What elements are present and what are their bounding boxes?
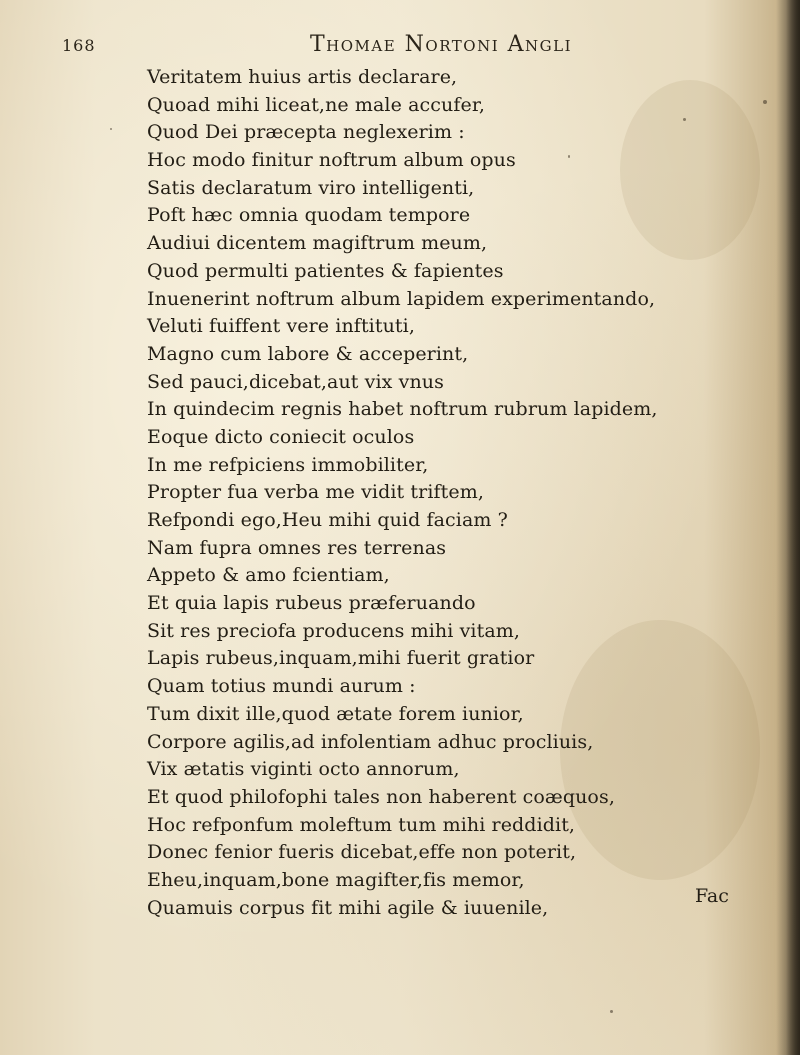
verse-line: Poft hæc omnia quodam tempore	[147, 204, 471, 227]
verse-line: Et quia lapis rubeus præferuando	[147, 592, 476, 615]
verse-line: Eheu,inquam,bone magifter,fis memor,	[147, 868, 525, 891]
verse-line: Veritatem huius artis declarare,	[147, 66, 458, 88]
verse-line: Corpore agilis,ad infolentiam adhuc procliuis,	[147, 730, 594, 753]
ink-speck	[110, 128, 112, 130]
verse-line: Eoque dicto coniecit oculos	[147, 425, 415, 448]
ink-speck	[763, 100, 767, 104]
verse-line: Inuenerint noftrum album lapidem experimentando,	[147, 287, 656, 310]
verse-line: Tum dixit ille,quod ætate forem iunior,	[147, 702, 524, 725]
verse-line: Appeto & amo fcientiam,	[147, 564, 390, 587]
verse-line: In me refpiciens immobiliter,	[147, 453, 429, 476]
verse-text-block	[147, 64, 707, 922]
ink-speck	[610, 1010, 613, 1013]
verse-line: Quoad mihi liceat,ne male accufer,	[147, 93, 486, 116]
verse-line: Donec fenior fueris dicebat,effe non poterit,	[147, 841, 577, 864]
verse-line: Propter fua verba me vidit triftem,	[147, 481, 484, 504]
verse-line: In quindecim regnis habet noftrum rubrum lapidem,	[147, 398, 658, 421]
verse-line: Sed pauci,dicebat,aut vix vnus	[147, 370, 444, 393]
verse-line: Et quod philofophi tales non haberent coæquos,	[147, 785, 615, 808]
verse-line: Lapis rubeus,inquam,mihi fuerit gratior	[147, 647, 535, 670]
verse-line: Vix ætatis viginti octo annorum,	[147, 758, 460, 781]
verse-line: Hoc modo finitur noftrum album opus	[147, 149, 516, 172]
verse-line: Quod Dei præcepta neglexerim :	[147, 121, 465, 144]
verse-line: Quam totius mundi aurum :	[147, 675, 416, 698]
verse-line: Veluti fuiffent vere inftituti,	[147, 315, 415, 338]
verse-line: Hoc refponfum moleftum tum mihi reddidit,	[147, 813, 576, 836]
verse-line: Magno cum labore & acceperint,	[147, 342, 469, 365]
verse-line: Audiui dicentem magiftrum meum,	[147, 232, 488, 255]
page-number: 168	[62, 36, 96, 55]
binding-edge-shadow	[786, 0, 800, 1055]
verse-line: Quod permulti patientes & fapientes	[147, 259, 504, 282]
verse-line: Sit res preciofa producens mihi vitam,	[147, 619, 521, 642]
verse-line: Refpondi ego,Heu mihi quid faciam ?	[147, 509, 508, 531]
verse-line: Satis declaratum viro intelligenti,	[147, 176, 475, 199]
verse-line: Nam fupra omnes res terrenas	[147, 536, 447, 559]
running-head: Thomae Nortoni Angli	[310, 32, 572, 57]
verse-line: Quamuis corpus fit mihi agile & iuuenile,	[147, 896, 549, 919]
page-header	[60, 30, 720, 62]
catchword: Fac	[695, 885, 729, 907]
